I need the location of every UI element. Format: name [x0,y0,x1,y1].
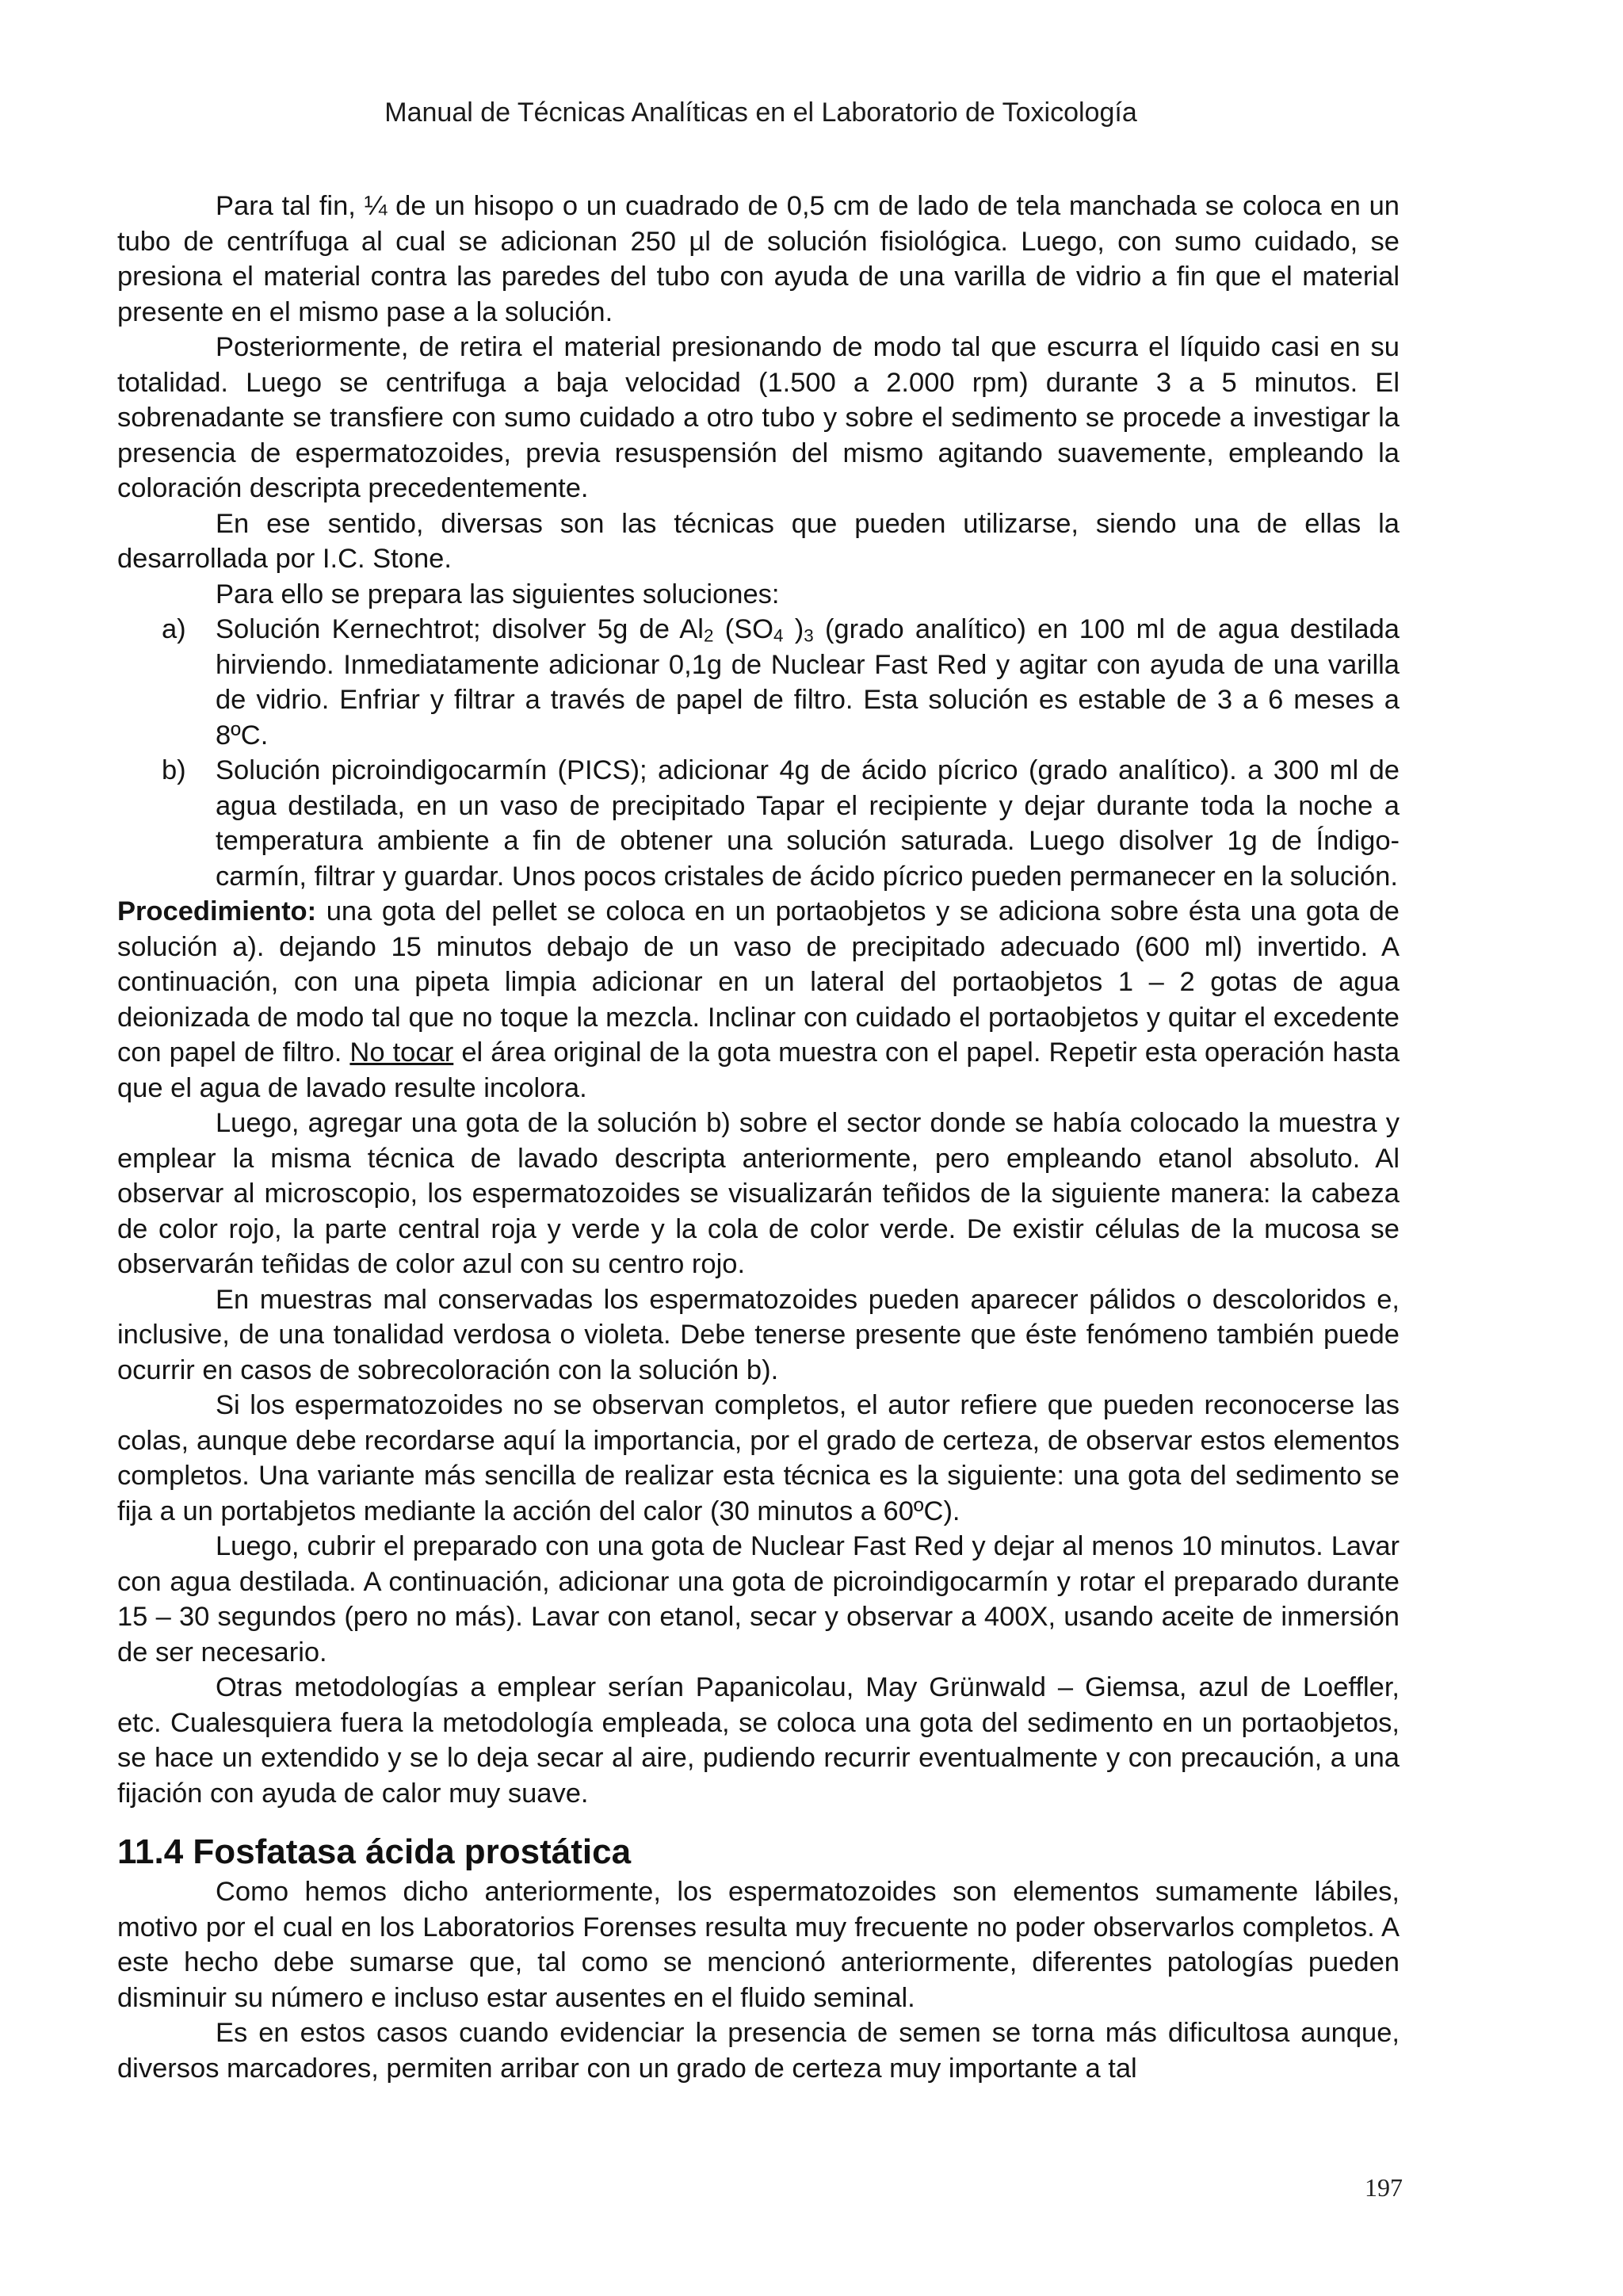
procedure-paragraph [117,894,1400,1106]
list-text-a-part2: (SO [713,614,773,644]
list-text-a [216,612,1400,753]
page-body [117,189,1400,2086]
list-text-b: Solución picroindigocarmín (PICS); adicionar 4g de ácido pícrico (grado analítico). a 300 ml de agua destilada, en un vaso de precipitado Tapar el recipiente y dejar durante toda la noche a temperatura ambiente a fin de obtener una solución saturada. Luego disolver 1g de Índigo-carmín, filtrar y guardar. Unos pocos cristales de ácido pícrico pueden permanecer en la solución. [216,755,1400,892]
subscript-4: 4 [773,625,784,646]
list-text-a-part4: (grado analítico) en 100 ml de agua destilada hirviendo. Inmediatamente adicionar 0,1g de Nuclear Fast Red y agitar con ayuda de una varilla de vidrio. Enfriar y filtrar a través de papel de filtro. Esta solución es estable de 3 a 6 meses a 8ºC. [216,614,1400,751]
page-number: 197 [1365,2173,1403,2202]
paragraph-8: Otras metodologías a emplear serían Papanicolau, May Grünwald – Giemsa, azul de Loeffler, etc. Cualesquiera fuera la metodología empleada, se coloca una gota del sedimento en un portaobjetos, se hace un extendido y se lo deja secar al aire, pudiendo recurrir eventualmente y con precaución, a una fijación con ayuda de calor muy suave. [117,1672,1400,1809]
paragraph-3: En ese sentido, diversas son las técnicas que pueden utilizarse, siendo una de ellas la desarrollada por I.C. Stone. [117,508,1400,574]
procedure-label: Procedimiento: [117,896,317,926]
paragraph-6: Si los espermatozoides no se observan completos, el autor refiere que pueden reconocerse las colas, aunque debe recordarse aquí la importancia, por el grado de certeza, de observar estos elementos completos. Una variante más sencilla de realizar esta técnica es la siguiente: una gota del sedimento se fija a un portabjetos mediante la acción del calor (30 minutos a 60ºC). [117,1390,1400,1526]
paragraph-5: En muestras mal conservadas los espermatozoides pueden aparecer pálidos o descoloridos e, inclusive, de una tonalidad verdosa o violeta. Debe tenerse presente que éste fenómeno también puede ocurrir en casos de sobrecoloración con la solución b). [117,1284,1400,1385]
list-marker-a: a) [162,614,186,644]
running-header: Manual de Técnicas Analíticas en el Laboratorio de Toxicología [384,97,1137,128]
subscript-3: 3 [804,625,814,646]
section-heading: 11.4 Fosfatasa ácida prostática [117,1832,632,1871]
list-marker-b: b) [162,755,186,785]
solutions-list [117,612,1400,894]
list-item-b [117,753,1400,894]
paragraph-9: Como hemos dicho anteriormente, los espermatozoides son elementos sumamente lábiles, motivo por el cual en los Laboratorios Forenses resulta muy frecuente no poder observarlos completos. A este hecho debe sumarse que, tal como se mencionó anteriormente, diferentes patologías pueden disminuir su número e incluso estar ausentes en el fluido seminal. [117,1877,1400,2013]
procedure-text-1: una gota del pellet se coloca en un portaobjetos y se adiciona sobre ésta una gota de solución a). dejando 15 minutos debajo de un vaso de precipitado adecuado (600 ml) invertido. A continuación, con una pipeta limpia adicionar en un lateral del portaobjetos 1 – 2 gotas de agua deionizada de modo tal que no toque la mezcla. Inclinar con cuidado el portaobjetos y quitar el excedente con papel de filtro. [117,896,1400,1068]
no-tocar-emphasis: No tocar [349,1037,454,1068]
list-text-a-part3: ) [783,614,804,644]
procedure-text-2: el área original de la gota muestra con el papel. Repetir esta operación hasta que el agua de lavado resulte incolora. [117,1037,1400,1103]
list-text-a-part1: Solución Kernechtrot; disolver 5g de Al [216,614,704,644]
paragraph-4: Luego, agregar una gota de la solución b) sobre el sector donde se había colocado la muestra y emplear la misma técnica de lavado descripta anteriormente, pero empleando etanol absoluto. Al observar al microscopio, los espermatozoides se visualizarán teñidos de la siguiente manera: la cabeza de color rojo, la parte central roja y verde y la cola de color verde. De existir células de la mucosa se observarán teñidas de color azul con su centro rojo. [117,1108,1400,1279]
paragraph-1: Para tal fin, ¼ de un hisopo o un cuadrado de 0,5 cm de lado de tela manchada se coloca en un tubo de centrífuga al cual se adicionan 250 µl de solución fisiológica. Luego, con sumo cuidado, se presiona el material contra las paredes del tubo con ayuda de una varilla de vidrio a fin que el material presente en el mismo pase a la solución. [117,191,1400,327]
paragraph-2: Posteriormente, de retira el material presionando de modo tal que escurra el líquido casi en su totalidad. Luego se centrifuga a baja velocidad (1.500 a 2.000 rpm) durante 3 a 5 minutos. El sobrenadante se transfiere con sumo cuidado a otro tubo y sobre el sedimento se procede a investigar la presencia de espermatozoides, previa resuspensión del mismo agitando suavemente, empleando la coloración descripta precedentemente. [117,332,1400,503]
paragraph-10: Es en estos casos cuando evidenciar la presencia de semen se torna más dificultosa aunque, diversos marcadores, permiten arribar con un grado de certeza muy importante a tal [117,2018,1400,2084]
list-intro: Para ello se prepara las siguientes soluciones: [216,579,780,609]
paragraph-7: Luego, cubrir el preparado con una gota de Nuclear Fast Red y dejar al menos 10 minutos. Lavar con agua destilada. A continuación, adicionar una gota de picroindigocarmín y rotar el preparado durante 15 – 30 segundos (pero no más). Lavar con etanol, secar y observar a 400X, usando aceite de inmersión de ser necesario. [117,1531,1400,1668]
list-item-a [117,612,1400,753]
subscript-2: 2 [703,625,714,646]
